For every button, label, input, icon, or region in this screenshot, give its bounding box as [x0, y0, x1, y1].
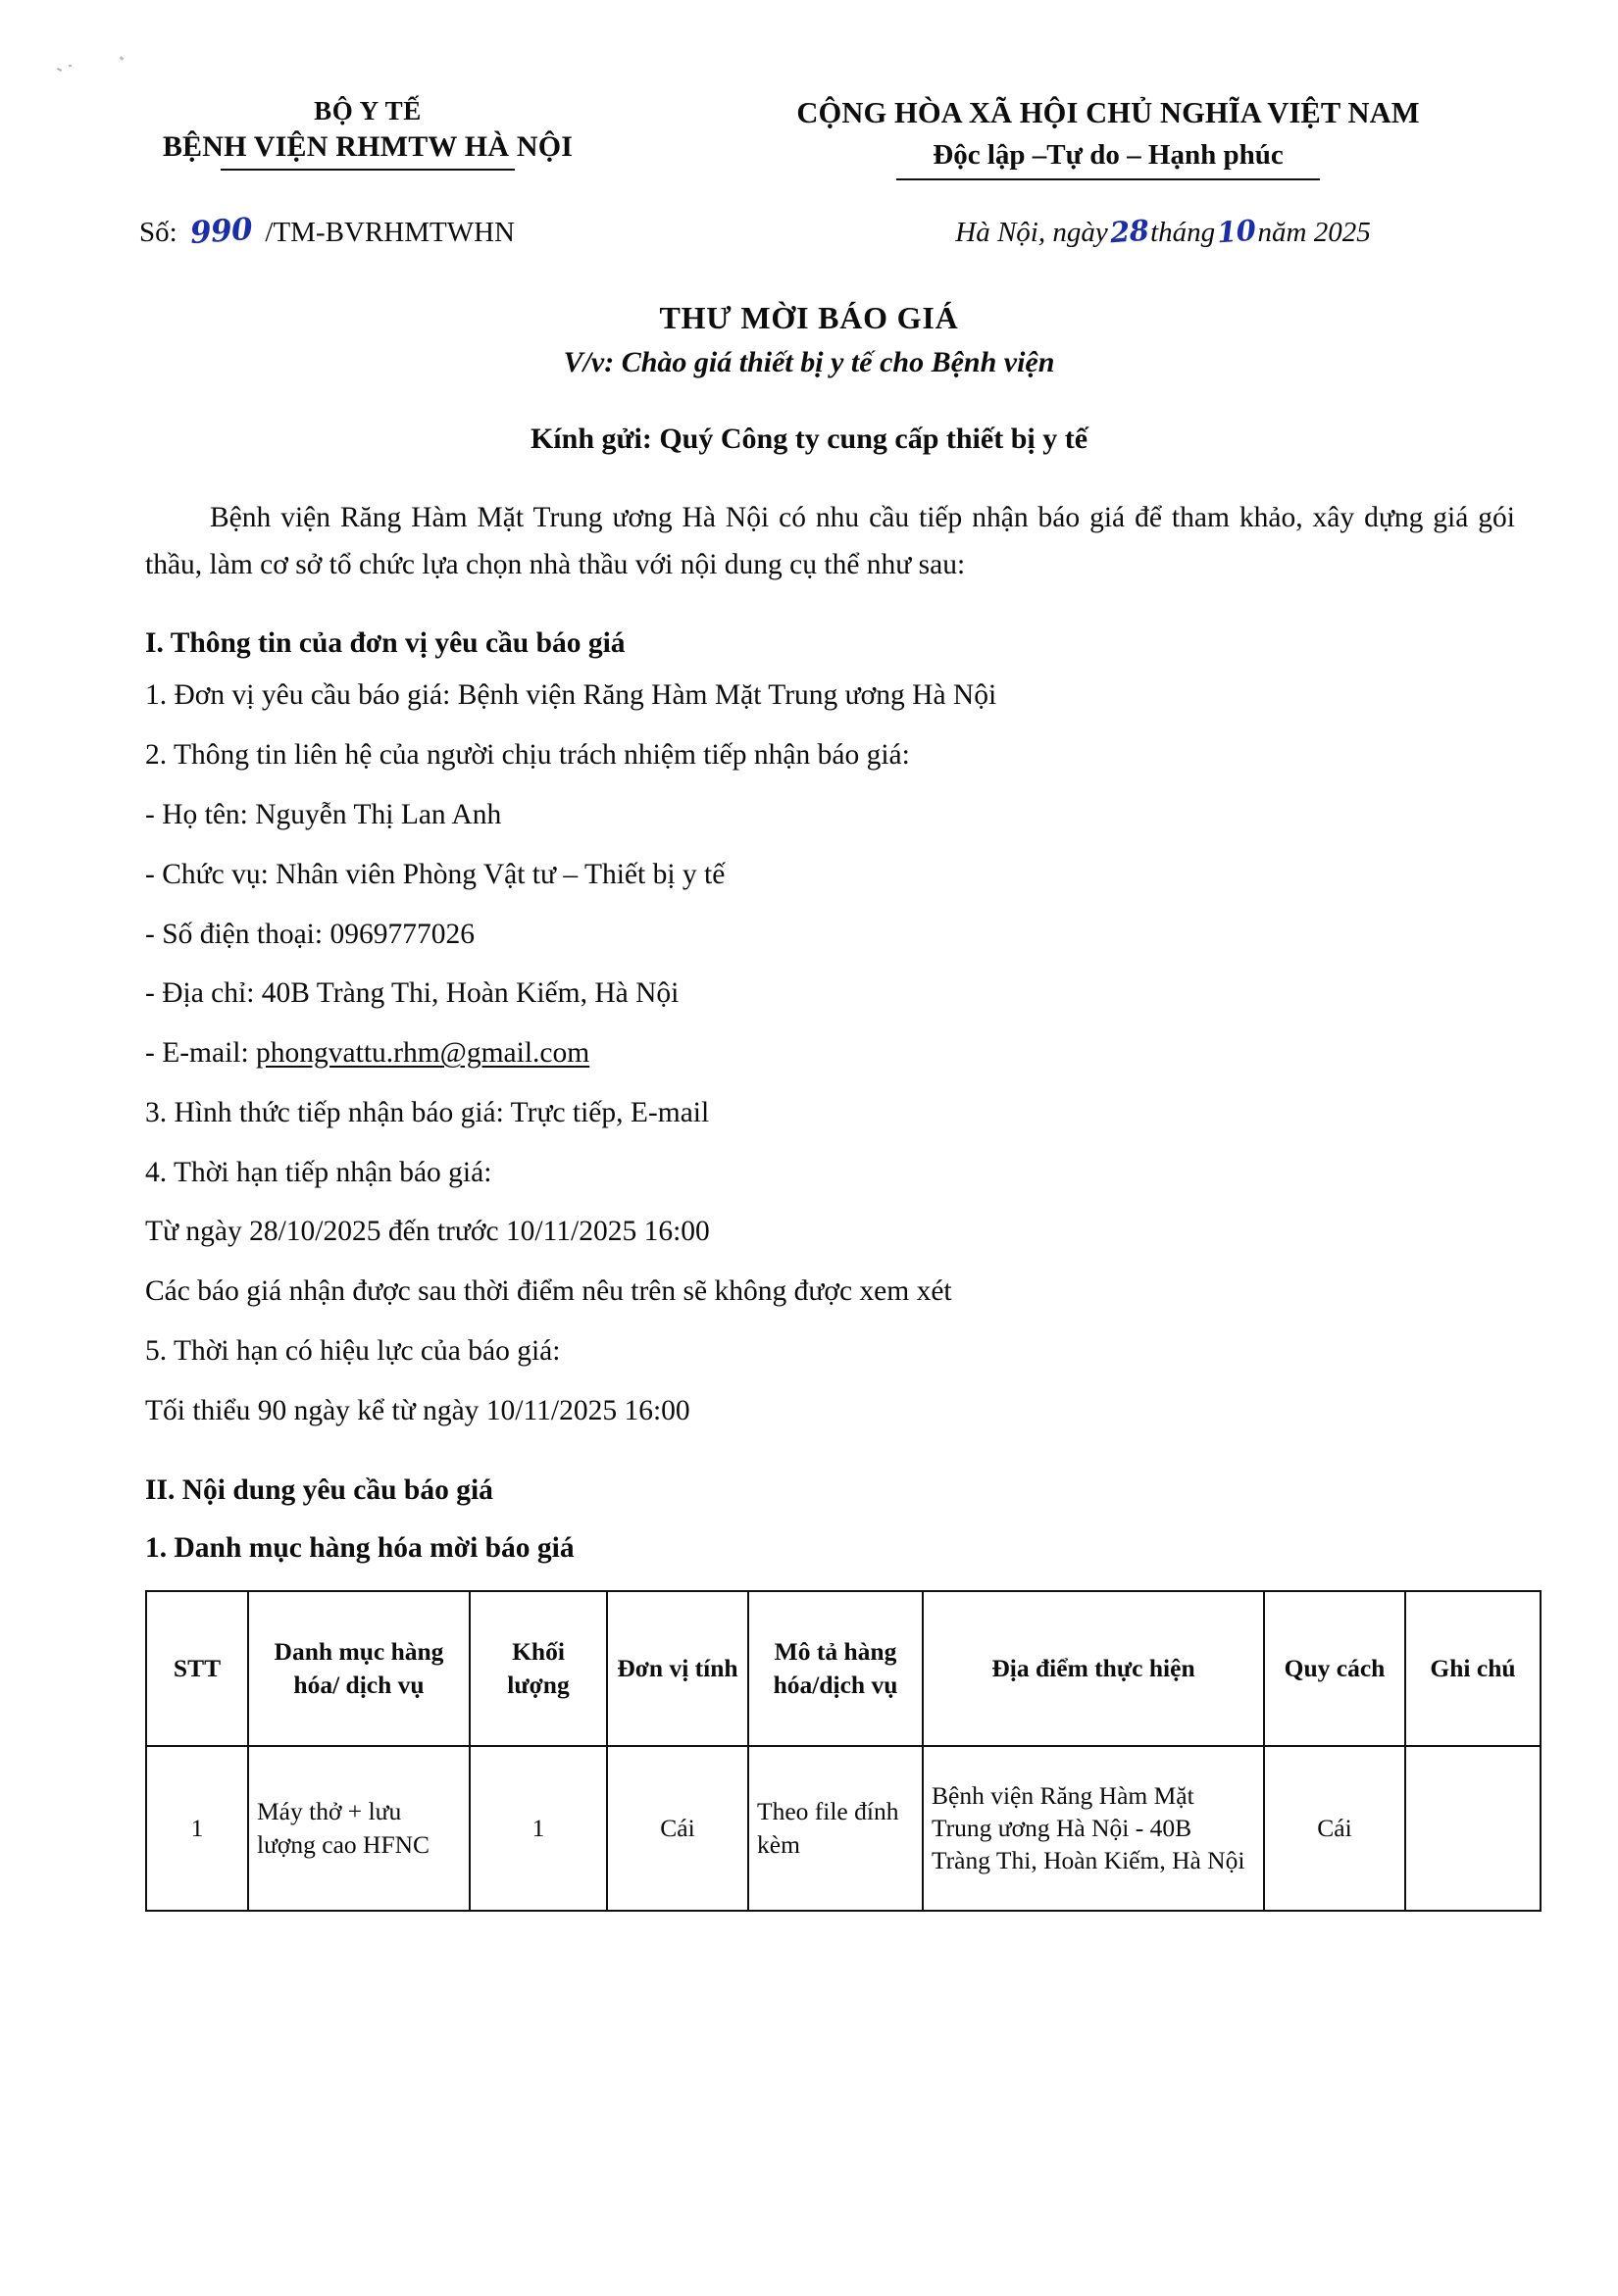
contact-name: - Họ tên: Nguyễn Thị Lan Anh — [145, 798, 502, 830]
document-subject: V/v: Chào giá thiết bị y tế cho Bệnh viện — [563, 345, 1055, 378]
contact-email-label: - E-mail: — [145, 1037, 249, 1070]
section-2-heading: II. Nội dung yêu cầu báo giá — [145, 1473, 493, 1506]
date-year-label: năm 2025 — [1257, 216, 1371, 248]
document-date — [737, 215, 1549, 249]
section-1-item-1: 1. Đơn vị yêu cầu báo giá: Bệnh viện Răng Hàm Mặt Trung ương Hà Nội — [145, 679, 997, 712]
section-1-heading: I. Thông tin của đơn vị yêu cầu báo giá — [145, 627, 626, 660]
document-header — [0, 0, 1618, 180]
submission-window: Từ ngày 28/10/2025 đến trước 10/11/2025 16:00 — [145, 1216, 710, 1248]
cell-qty: 1 — [470, 1746, 607, 1911]
table-row — [146, 1746, 1541, 1911]
validity-detail: Tối thiểu 90 ngày kể từ ngày 10/11/2025 16:00 — [145, 1394, 690, 1426]
contact-phone: - Số điện thoại: 0969777026 — [145, 918, 475, 950]
goods-table-wrapper — [0, 1590, 1618, 1912]
goods-table-head — [146, 1591, 1541, 1746]
date-month-label: tháng — [1150, 216, 1216, 248]
document-title: THƯ MỜI BÁO GIÁ — [659, 299, 959, 335]
addressee-line: Kính gửi: Quý Công ty cung cấp thiết bị y tế — [530, 422, 1088, 455]
document-meta-row — [0, 180, 1618, 249]
column-header-qty: Khối lượng — [470, 1591, 607, 1746]
cell-unit: Cái — [607, 1746, 748, 1911]
cell-stt: 1 — [146, 1746, 248, 1911]
cell-desc: Theo file đính kèm — [748, 1746, 923, 1911]
issuing-authority-block — [69, 94, 667, 171]
intro-paragraph: Bệnh viện Răng Hàm Mặt Trung ương Hà Nội có nhu cầu tiếp nhận báo giá để tham khảo, xây dựng giá gói thầu, làm cơ sở tổ chức lựa chọn nhà thầu với nội dung cụ thể như sau: — [145, 501, 1515, 580]
section-2-subheading: 1. Danh mục hàng hóa mời báo giá — [145, 1531, 575, 1564]
column-header-place: Địa điểm thực hiện — [923, 1591, 1264, 1746]
column-header-desc: Mô tả hàng hóa/dịch vụ — [748, 1591, 923, 1746]
header-right-underline — [896, 178, 1320, 180]
column-header-name: Danh mục hàng hóa/ dịch vụ — [248, 1591, 470, 1746]
date-place-prefix: Hà Nội, ngày — [955, 216, 1108, 248]
date-month-handwritten: 10 — [1216, 213, 1257, 250]
goods-table — [145, 1590, 1542, 1912]
section-1-item-5: 5. Thời hạn có hiệu lực của báo giá: — [145, 1334, 561, 1367]
column-header-note: Ghi chú — [1405, 1591, 1541, 1746]
cell-note — [1405, 1746, 1541, 1911]
header-left-underline — [221, 169, 515, 171]
table-header-row — [146, 1591, 1541, 1746]
national-heading-block — [667, 94, 1549, 180]
contact-email-value[interactable]: phongvattu.rhm@gmail.com — [256, 1037, 590, 1070]
document-number-handwritten: 990 — [188, 211, 254, 251]
contact-address: - Địa chỉ: 40B Tràng Thi, Hoàn Kiếm, Hà Nội — [145, 977, 680, 1010]
document-number — [69, 211, 737, 251]
document-body — [0, 495, 1618, 1565]
column-header-spec: Quy cách — [1264, 1591, 1405, 1746]
hospital-name: BỆNH VIỆN RHMTW HÀ NỘI — [162, 129, 574, 163]
column-header-unit: Đơn vị tính — [607, 1591, 748, 1746]
document-number-suffix: /TM-BVRHMTWHN — [265, 216, 515, 248]
document-number-label: Số: — [139, 216, 177, 248]
late-quote-note: Các báo giá nhận được sau thời điểm nêu trên sẽ không được xem xét — [145, 1275, 952, 1308]
section-1-item-4: 4. Thời hạn tiếp nhận báo giá: — [145, 1156, 492, 1188]
goods-table-body — [146, 1746, 1541, 1911]
country-name: CỘNG HÒA XÃ HỘI CHỦ NGHĨA VIỆT NAM — [796, 96, 1420, 129]
cell-name: Máy thở + lưu lượng cao HFNC — [248, 1746, 470, 1911]
column-header-stt: STT — [146, 1591, 248, 1746]
contact-position: - Chức vụ: Nhân viên Phòng Vật tư – Thiết bị y tế — [145, 858, 726, 890]
section-1-item-2: 2. Thông tin liên hệ của người chịu trách nhiệm tiếp nhận báo giá: — [145, 739, 910, 772]
cell-place: Bệnh viện Răng Hàm Mặt Trung ương Hà Nội - 40B Tràng Thi, Hoàn Kiếm, Hà Nội — [923, 1746, 1264, 1911]
ministry-name: BỘ Y TẾ — [314, 96, 422, 125]
contact-email-line — [145, 1030, 1515, 1077]
date-day-handwritten: 28 — [1108, 213, 1150, 250]
cell-spec: Cái — [1264, 1746, 1405, 1911]
title-block — [0, 300, 1618, 379]
section-1-item-3: 3. Hình thức tiếp nhận báo giá: Trực tiếp, E-mail — [145, 1096, 710, 1128]
national-motto: Độc lập –Tự do – Hạnh phúc — [933, 139, 1284, 172]
